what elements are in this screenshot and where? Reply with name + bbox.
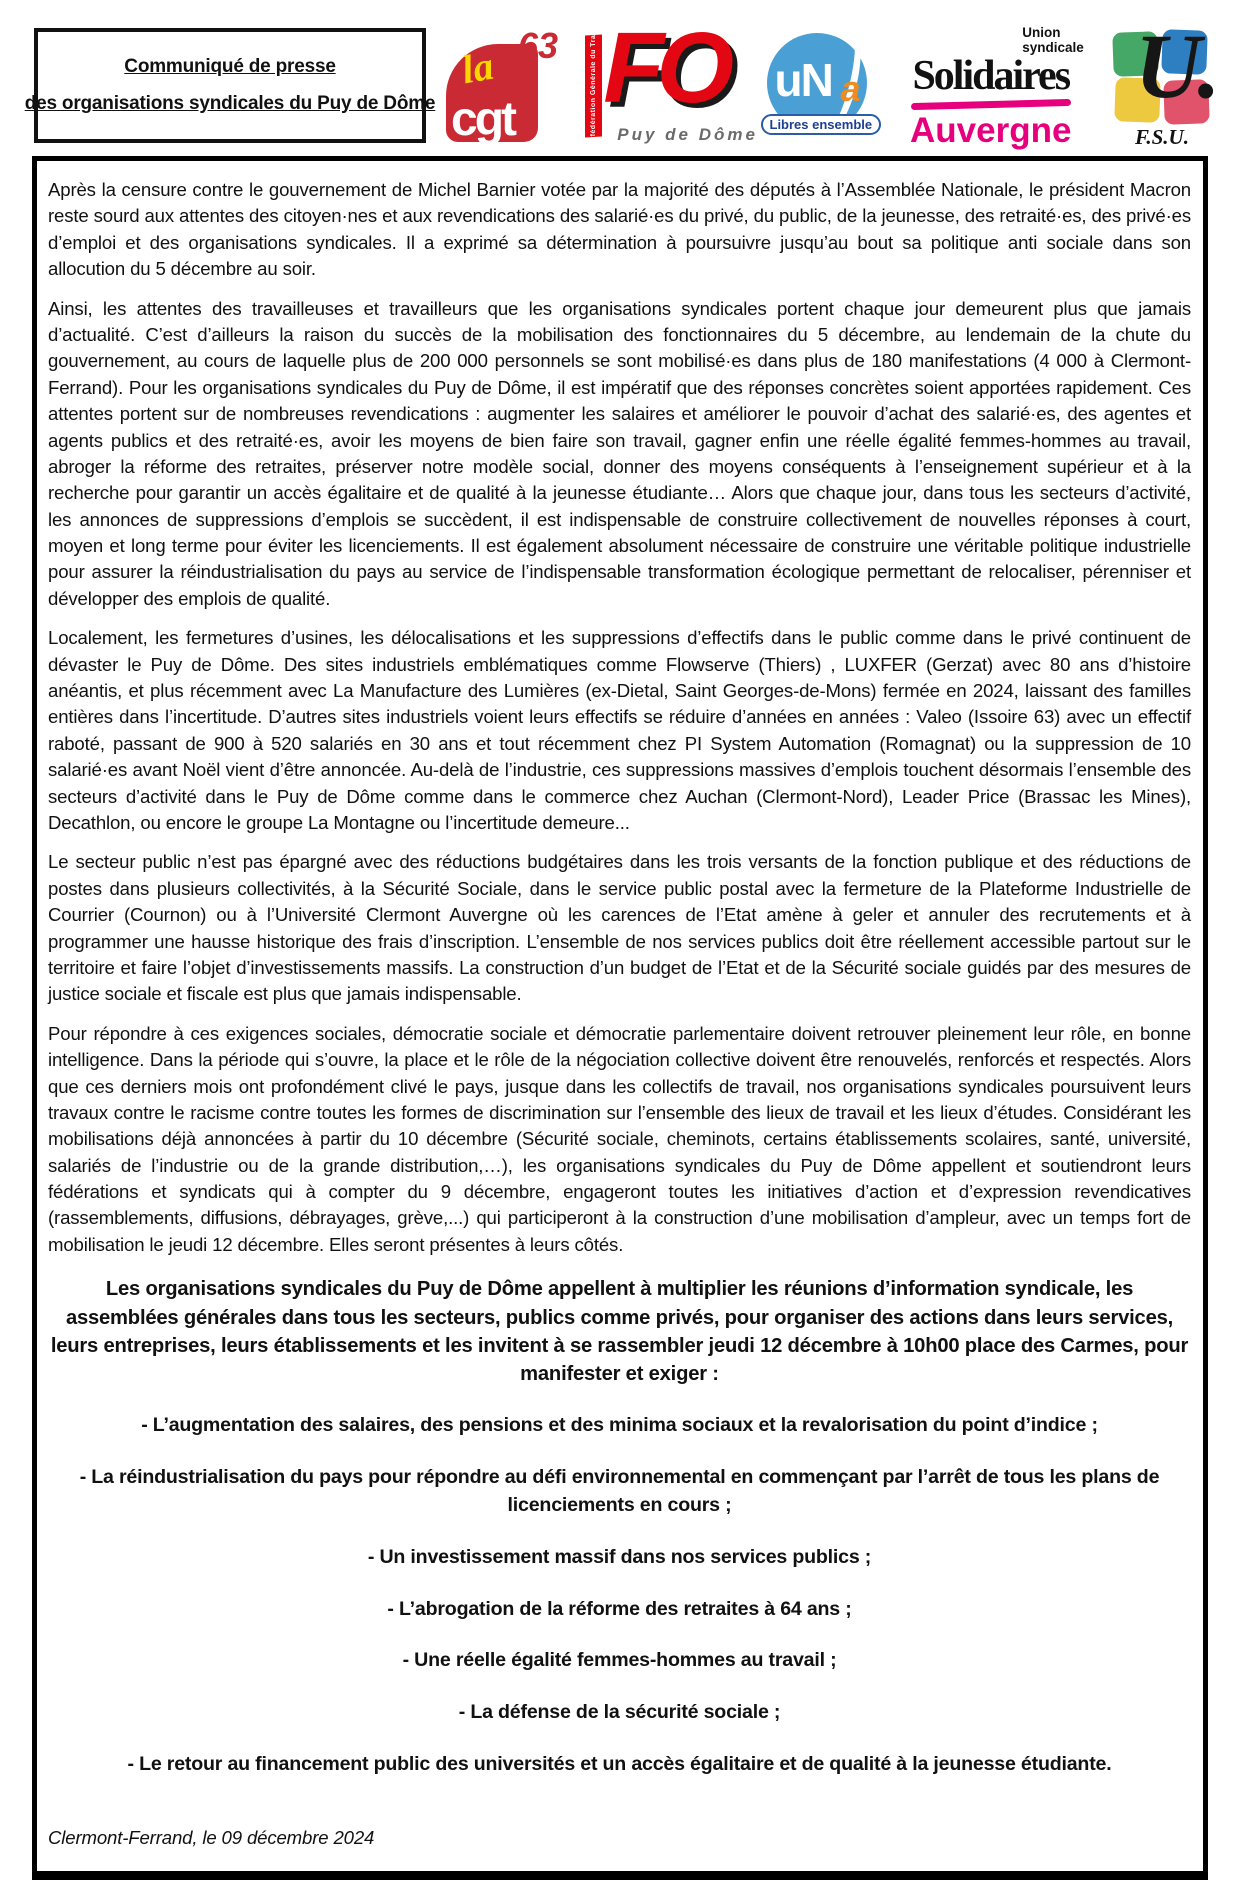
title-box — [24, 28, 436, 143]
fo-logo-vertical-band — [585, 20, 602, 152]
solidaires-union-line1: Union — [1022, 24, 1061, 40]
paragraph-mobilisation: Ainsi, les attentes des travailleuses et travailleurs que les organisations syndicales portent chaque jour demeurent plus que jamais d’actualité. C’est d’ailleurs la raison du succès de la mobilisation des fonctionnaires du 5 décembre, au lendemain de la chute du gouvernement, au cours de laquelle plus de 200 000 personnels se sont mobilisé·es dans plus de 180 manifestations (4 000 à Clermont-Ferrand). Pour les organisations syndicales du Puy de Dôme, il est impératif que des réponses concrètes soient apportées rapidement. Ces attentes portent sur de nombreuses revendications : augmenter les salaires et améliorer le pouvoir d’achat des salarié·es, des agentes et agents publics et des retraité·es, avoir les moyens de bien faire son travail, gagner enfin une réelle égalité femmes-hommes au travail, abroger la réforme des retraites, préserver notre modèle social, donner des moyens conséquents à l’enseignement supérieur et à la recherche pour garantir un accès égalitaire et de qualité à la jeunesse étudiante… Alors que chaque jour, dans tous les secteurs d’activité, les annonces de suppressions d’emplois se succèdent, il est indispensable de construire collectivement de nouvelles réponses à court, moyen et long terme pour éviter les licenciements. Il est également absolument nécessaire de construire une véritable politique industrielle pour assurer la réindustrialisation du pays au service de l’indispensable transformation écologique permettant de relocaliser, pérenniser et développer des emplois de qualité. — [48, 297, 1191, 609]
fsu-logo — [1111, 15, 1217, 149]
paragraph-secteur-public: Le secteur public n’est pas épargné avec des réductions budgétaires dans les trois versants de la fonction publique et des réductions de postes dans plusieurs collectivités, à la Sécurité Sociale, dans le service public postal avec la fermeture de la Plateforme Industrielle de Courrier (Cournon) ou à l’Université Clermont Auvergne où les carences de l’Etat amène à geler et annuler des recrutements et à programmer une hausse historique des frais d’inscription. L’ensemble de nos services publics doit être réellement accessible partout sur le territoire et faire l’objet d’investissements massifs. La construction d’un budget de l’Etat et de la Sécurité sociale guidés par des mesures de justice sociale et fiscale est plus que jamais indispensable. — [48, 851, 1191, 1005]
paragraph-censure: Après la censure contre le gouvernement de Michel Barnier votée par la majorité des députés à l’Assemblée Nationale, le président Macron reste sourd aux attentes des citoyen·nes et aux revendications des salarié·es du privé, du public, de la jeunesse, des retraité·es, des privé·es d’emploi et des organisations syndicales. Il a exprimé sa détermination à poursuivre jusqu’au bout sa politique anti sociale dans son allocution du 5 décembre au soir. — [48, 179, 1191, 280]
header — [0, 0, 1241, 152]
call-to-action: Les organisations syndicales du Puy de Dôme appellent à multiplier les réunions d’information syndicale, les assemblées générales dans tous les secteurs, publics comme privés, pour organiser des actions dans leurs services, leurs entreprises, leurs établissements et les invitent à se rassembler jeudi 12 décembre à 10h00 place des Carmes, pour manifester et exiger : — [50, 1278, 1189, 1386]
cgt-logo-word: cgt — [451, 93, 514, 146]
solidaires-union-syndicale-text — [1022, 26, 1084, 56]
demand-egalite: - Une réelle égalité femmes-hommes au travail ; — [402, 1649, 837, 1672]
union-logos-row — [446, 12, 1217, 152]
solidaires-union-line2: syndicale — [1022, 39, 1084, 55]
fsu-logo-label: F.S.U. — [1135, 125, 1189, 149]
fsu-logo-u-letter: U. — [1135, 15, 1217, 117]
demand-universites: - Le retour au financement public des universités et un accès égalitaire et de qualité à la jeunesse étudiante. — [127, 1753, 1112, 1776]
fo-logo — [583, 12, 758, 152]
press-release-body-frame — [32, 156, 1208, 1880]
demand-securite-sociale: - La défense de la sécurité sociale ; — [458, 1701, 781, 1724]
paragraph-localement: Localement, les fermetures d’usines, les délocalisations et les suppressions d’effectifs dans le public comme dans le privé continuent de dévaster le Puy de Dôme. Des sites industriels emblématiques comme Flowserve (Thiers) , LUXFER (Gerzat) avec 80 ans d’histoire anéantis, et plus récemment avec La Manufacture des Lumières (ex-Dietal, Saint Georges-de-Mons) fermée en 2024, laissant des familles entières dans l’incertitude. D’autres sites industriels voient leurs effectifs se réduire d’années en années : Valeo (Issoire 63) avec un effectif raboté, passant de 900 à 520 salariés en 30 ans et tout récemment chez PI System Automation (Romagnat) ou la suppression de 10 salarié·es avant Noël vient d’être annoncée. Au-delà de l’industrie, ces suppressions massives d’emplois touchent désormais l’ensemble des secteurs d’activité dans le Puy de Dôme comme dans le commerce chez Auchan (Clermont-Nord), Leader Price (Brassac les Mines), Decathlon, ou encore le groupe La Montagne ou l’incertitude demeure... — [48, 627, 1191, 833]
cgt-logo-la-text: la — [458, 42, 497, 93]
demand-services-publics: - Un investissement massif dans nos services publics ; — [367, 1545, 872, 1568]
demand-salaires: - L’augmentation des salaires, des pensions et des minima sociaux et la revalorisation du point d’indice ; — [141, 1414, 1098, 1437]
unsa-logo-letters: uN — [774, 54, 832, 106]
solidaires-logo-underline — [911, 99, 1071, 110]
press-release-title: Communiqué de presse — [124, 56, 336, 77]
cgt-logo — [446, 25, 558, 146]
solidaires-logo-name: Solidaires — [912, 53, 1070, 100]
paragraph-democratie: Pour répondre à ces exigences sociales, démocratie sociale et démocratie parlementaire doivent retrouver pleinement leur rôle, en bonne intelligence. Dans la période qui s’ouvre, la place et le rôle de la négociation collective doivent être renouvelés, renforcés et respectés. Alors que ces derniers mois ont profondément clivé le pays, jusque dans les collectifs de travail, nos organisations syndicales poursuivent leurs travaux contre le racisme contre toutes les formes de discrimination sur l’ensemble des lieux de travail et les lieux d’études. Considérant les mobilisations déjà annoncées à partir du 10 décembre (Sécurité sociale, cheminots, certains établissements scolaires, santé, université, salariés de l’industrie ou de la grande distribution,…), les organisations syndicales du Puy de Dôme appellent et soutiendront leurs fédérations et syndicats qui à compter du 9 décembre, engageront toutes les initiatives d’action et d’expression revendicatives (rassemblements, diffusions, débrayages, grève,...) qui participeront à la construction d’une mobilisation d’ampleur, avec un temps fort de mobilisation le jeudi 12 décembre. Elles seront présentes à leurs côtés. — [48, 1022, 1191, 1255]
cgt-logo-department-number: 63 — [517, 25, 558, 66]
solidaires-logo-region: Auvergne — [910, 111, 1072, 151]
unsa-logo — [767, 31, 871, 143]
press-release-subtitle: des organisations syndicales du Puy de Dôme — [24, 93, 436, 114]
unsa-logo-a-letter: a — [840, 68, 861, 109]
dateline: Clermont-Ferrand, le 09 décembre 2024 — [48, 1826, 375, 1848]
demand-reindustrialisation: - La réindustrialisation du pays pour répondre au défi environnemental en commençant par l’arrêt de tous les plans de licenciements en cours ; — [79, 1466, 1160, 1516]
fo-logo-subtitle: Puy de Dôme — [617, 125, 758, 144]
demand-retraites: - L’abrogation de la réforme des retraites à 64 ans ; — [387, 1597, 852, 1620]
unsa-logo-banner: Libres ensemble — [761, 114, 882, 135]
solidaires-logo — [896, 26, 1086, 149]
fo-logo-word: FO — [603, 12, 727, 124]
fo-logo-band-text: Confédération Générale du Travail — [590, 20, 598, 152]
